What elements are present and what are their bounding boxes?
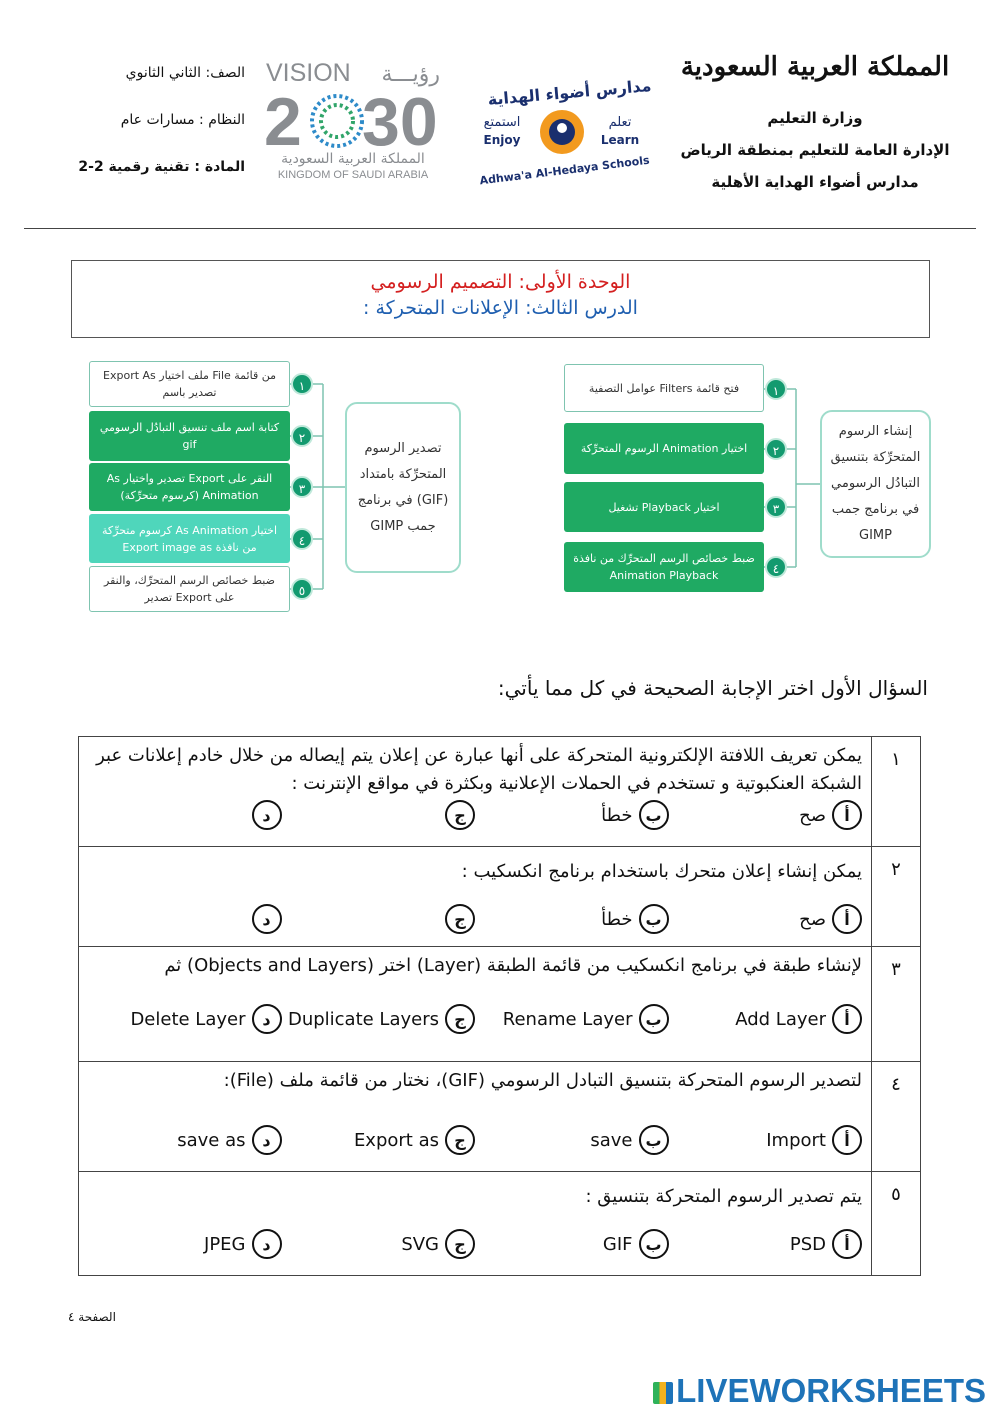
question-text: يمكن تعريف اللافتة الإلكترونية المتحركة على أنها عبارة عن إعلان يتم إيصاله من خلال خادم إعلانات عبر الشبكة العنكبوتية و تستخدم في الحملات الإعلانية وبكثرة في مواقع الإنترنت :	[96, 745, 862, 794]
option-c[interactable]	[282, 904, 476, 934]
option-text: SVG	[401, 1233, 439, 1255]
question-heading: السؤال الأول اختر الإجابة الصحيحة في كل مما يأتي:	[497, 676, 928, 700]
option-letter: أ	[832, 800, 862, 830]
option-letter: د	[252, 800, 282, 830]
right-step-4-number: ٤	[765, 556, 787, 578]
option-b[interactable]	[475, 1125, 669, 1155]
gif-create-hub: إنشاء الرسوم المتحرِّكة بتنسيق التبادُل الرسومي في برنامج جمب GIMP	[820, 410, 931, 558]
left-step-2-number: ٢	[291, 425, 313, 447]
option-letter: د	[252, 904, 282, 934]
question-text: يمكن إنشاء إعلان متحرك باستخدام برنامج انكسكيب :	[461, 861, 862, 882]
page-number: الصفحة ٤	[68, 1310, 116, 1324]
school-logo-enjoy-en: Enjoy	[483, 133, 521, 147]
school-logo-learn-ar: تعلم	[608, 115, 632, 130]
question-text: لإنشاء طبقة في برنامج انكسكيب من قائمة الطبقة (Layer) اختر (Objects and Layers) ثم	[164, 955, 862, 976]
option-letter: أ	[832, 904, 862, 934]
option-letter: د	[252, 1004, 282, 1034]
option-letter: ج	[445, 904, 475, 934]
option-a[interactable]	[669, 1229, 863, 1259]
lesson-title: الدرس الثالث: الإعلانات المتحركة :	[363, 297, 638, 319]
option-letter: ب	[639, 1004, 669, 1034]
option-text: Export as	[353, 1129, 439, 1151]
option-letter: ب	[639, 1229, 669, 1259]
option-d[interactable]	[88, 1125, 282, 1155]
option-text: صح	[799, 804, 826, 826]
vision-ar: رؤيـــة	[381, 62, 440, 87]
option-a[interactable]	[669, 904, 863, 934]
question-number: ٥	[872, 1172, 921, 1276]
option-c[interactable]	[282, 1004, 476, 1034]
directorate-name: الإدارة العامة للتعليم بمنطقة الرياض	[680, 141, 950, 159]
option-b[interactable]	[475, 1004, 669, 1034]
option-text: خطأ	[601, 804, 633, 826]
question-text: يتم تصدير الرسوم المتحركة بتنسيق :	[585, 1186, 862, 1207]
right-step-4: ضبط خصائص الرسم المتحرِّك من نافذة Animation Playback	[564, 542, 764, 592]
option-letter: ب	[639, 904, 669, 934]
question-number: ٣	[872, 947, 921, 1062]
unit-title: الوحدة الأولى: التصميم الرسومي	[370, 271, 631, 293]
left-step-4: اختيار As Animation كرسوم متحرِّكة من نافذة Export image as	[89, 514, 290, 563]
option-letter: أ	[832, 1004, 862, 1034]
option-c[interactable]	[282, 1125, 476, 1155]
left-step-5-number: ٥	[291, 578, 313, 600]
option-d[interactable]	[88, 1229, 282, 1259]
right-step-1: فتح قائمة Filters عوامل التصفية	[564, 364, 764, 412]
ministry-name: وزارة التعليم	[767, 109, 863, 127]
option-text: Rename Layer	[502, 1008, 633, 1030]
questions-table	[78, 736, 921, 1276]
right-step-2-number: ٢	[765, 438, 787, 460]
grade-label: الصف: الثاني الثانوي	[125, 65, 245, 81]
question-row	[79, 1172, 921, 1276]
option-text: Add Layer	[735, 1008, 826, 1030]
option-letter: ج	[445, 1229, 475, 1259]
left-step-4-number: ٤	[291, 528, 313, 550]
question-row	[79, 737, 921, 847]
question-row	[79, 1062, 921, 1172]
school-name: مدارس أضواء الهداية الأهلية	[711, 173, 919, 191]
option-letter: ج	[445, 1125, 475, 1155]
left-step-1: من قائمة File ملف اختيار Export As تصدير باسم	[89, 361, 290, 407]
question-number: ٤	[872, 1062, 921, 1172]
left-step-3-number: ٣	[291, 476, 313, 498]
right-step-1-number: ١	[765, 378, 787, 400]
option-letter: ج	[445, 800, 475, 830]
left-step-5: ضبط خصائص الرسم المتحرِّك، والنقر على Export تصدير	[89, 566, 290, 612]
subject-label: المادة : تقنية رقمية 2-2	[78, 159, 245, 175]
liveworksheets-logo	[653, 1372, 986, 1410]
vision-kingdom-en: KINGDOM OF SAUDI ARABIA	[277, 169, 429, 181]
vision-30: 30	[362, 84, 438, 160]
option-b[interactable]	[475, 800, 669, 830]
left-step-3: النقر على Export تصدير واختيار As Animation (كرسوم متحرِّكة)	[89, 463, 290, 511]
vision-kingdom-ar: المملكة العربية السعودية	[281, 151, 425, 167]
option-letter: أ	[832, 1229, 862, 1259]
left-step-1-number: ١	[291, 373, 313, 395]
liveworksheets-text: LIVEWORKSHEETS	[676, 1372, 986, 1409]
option-a[interactable]	[669, 1004, 863, 1034]
option-text: خطأ	[601, 908, 633, 930]
system-label: النظام : مسارات عام	[120, 112, 245, 128]
right-step-2: اختيار Animation الرسوم المتحرِّكة	[564, 423, 764, 474]
question-number: ١	[872, 737, 921, 847]
left-step-2: كتابة اسم ملف تنسيق التبادُل الرسومي gif	[89, 411, 290, 461]
question-row	[79, 947, 921, 1062]
gif-export-hub: تصدير الرسوم المتحرِّكة بامتداد (GIF) في برنامج جمب GIMP	[345, 402, 461, 573]
question-number: ٢	[872, 847, 921, 947]
school-logo-arabic: مدارس أضواء الهداية	[486, 78, 653, 110]
question-row	[79, 847, 921, 947]
liveworksheets-icon	[653, 1382, 673, 1404]
vision-en: VISION	[266, 59, 351, 87]
option-a[interactable]	[669, 1125, 863, 1155]
option-letter: ج	[445, 1004, 475, 1034]
option-letter: د	[252, 1229, 282, 1259]
option-text: GIF	[602, 1233, 633, 1255]
option-text: PSD	[789, 1233, 826, 1255]
option-d[interactable]	[88, 1004, 282, 1034]
right-step-3: اختيار Playback تشغيل	[564, 482, 764, 532]
option-text: صح	[799, 908, 826, 930]
option-b[interactable]	[475, 904, 669, 934]
option-letter: أ	[832, 1125, 862, 1155]
option-text: save as	[177, 1129, 246, 1151]
option-c[interactable]	[282, 1229, 476, 1259]
option-d[interactable]	[88, 800, 282, 830]
option-letter: ب	[639, 1125, 669, 1155]
option-text: Duplicate Layers	[287, 1008, 439, 1030]
kingdom-calligraphy: المملكة العربية السعودية	[680, 52, 950, 82]
option-text: save	[590, 1129, 633, 1151]
school-logo-learn-en: Learn	[600, 133, 640, 147]
option-c[interactable]	[282, 800, 476, 830]
option-a[interactable]	[669, 800, 863, 830]
vision-2: 2	[264, 84, 302, 160]
option-text: Import	[766, 1129, 826, 1151]
option-text: Delete Layer	[130, 1008, 246, 1030]
option-b[interactable]	[475, 1229, 669, 1259]
option-letter: ب	[639, 800, 669, 830]
option-letter: د	[252, 1125, 282, 1155]
school-logo-english: Adhwa'a Al-Hedaya Schools	[478, 153, 651, 188]
option-d[interactable]	[88, 904, 282, 934]
question-text: لتصدير الرسوم المتحركة بتنسيق التبادل الرسومي (GIF)، نختار من قائمة ملف (File):	[223, 1070, 862, 1091]
school-logo-enjoy-ar: استمتع	[483, 115, 521, 130]
option-text: JPEG	[204, 1233, 246, 1255]
right-step-3-number: ٣	[765, 496, 787, 518]
